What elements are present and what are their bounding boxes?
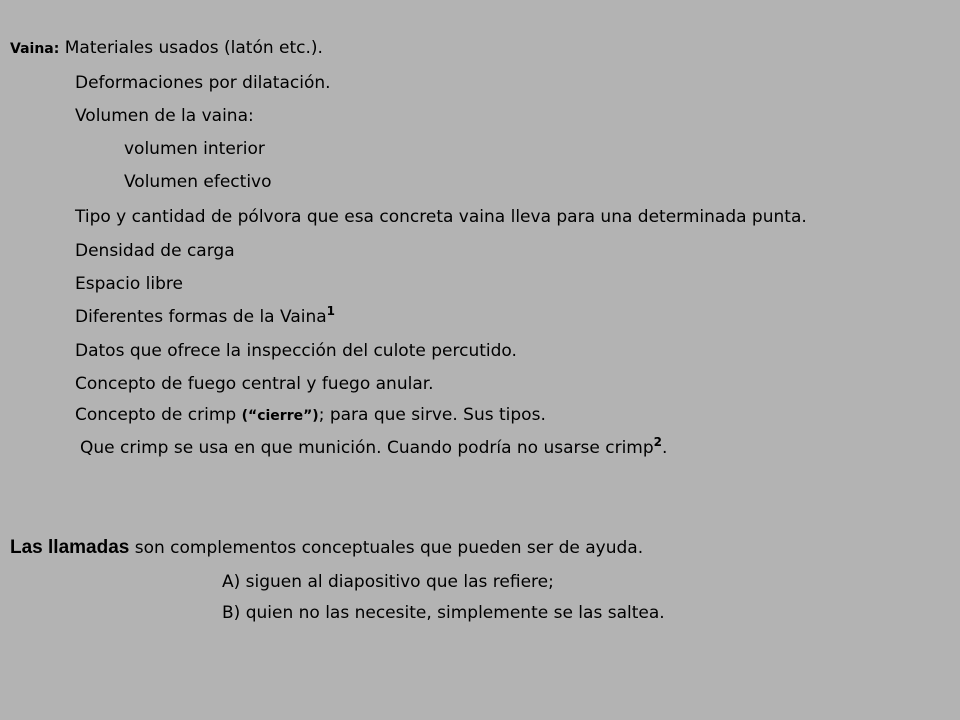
sheath-item-deformations: Deformaciones por dilatación. — [75, 73, 331, 93]
sheath-item-base-inspection: Datos que ofrece la inspección del culote percutido. — [75, 341, 517, 361]
sheath-item-crimp-usage: Que crimp se usa en que munición. Cuando podría no usarse crimp — [80, 438, 654, 458]
crimp-tail: ; para que sirve. Sus tipos. — [318, 405, 546, 425]
sheath-title: Vaina: — [10, 41, 60, 57]
callouts-point-a: A) siguen al diapositivo que las refiere; — [222, 572, 554, 592]
sheath-line-materials — [10, 37, 323, 60]
callouts-intro: son complementos conceptuales que pueden ser de ayuda. — [129, 538, 644, 558]
crimp-parenthetical: (“cierre”) — [241, 408, 319, 424]
sheath-item-powder: Tipo y cantidad de pólvora que esa concreta vaina lleva para una determinada punta. — [75, 207, 807, 227]
sheath-item-volume: Volumen de la vaina: — [75, 106, 254, 126]
sheath-item-fire-types: Concepto de fuego central y fuego anular. — [75, 374, 434, 394]
sheath-line-crimp-usage — [80, 437, 667, 459]
sheath-item-shapes: Diferentes formas de la Vaina — [75, 307, 327, 327]
footnote-ref-2: 2 — [653, 435, 663, 449]
sheath-line-crimp — [75, 404, 546, 427]
sheath-subitem-inner-volume: volumen interior — [124, 139, 265, 159]
sheath-line-shapes — [75, 306, 335, 328]
sheath-item-materials: Materiales usados (latón etc.). — [64, 38, 323, 58]
sheath-item-crimp: Concepto de crimp — [75, 405, 242, 425]
crimp-usage-end: . — [662, 438, 668, 458]
callouts-title: Las llamadas — [10, 537, 130, 558]
sheath-item-free-space: Espacio libre — [75, 274, 183, 294]
sheath-item-load-density: Densidad de carga — [75, 241, 235, 261]
callouts-point-b: B) quien no las necesite, simplemente se las saltea. — [222, 603, 665, 623]
callouts-line — [10, 537, 643, 559]
footnote-ref-1: 1 — [326, 304, 336, 318]
sheath-subitem-effective-volume: Volumen efectivo — [124, 172, 272, 192]
